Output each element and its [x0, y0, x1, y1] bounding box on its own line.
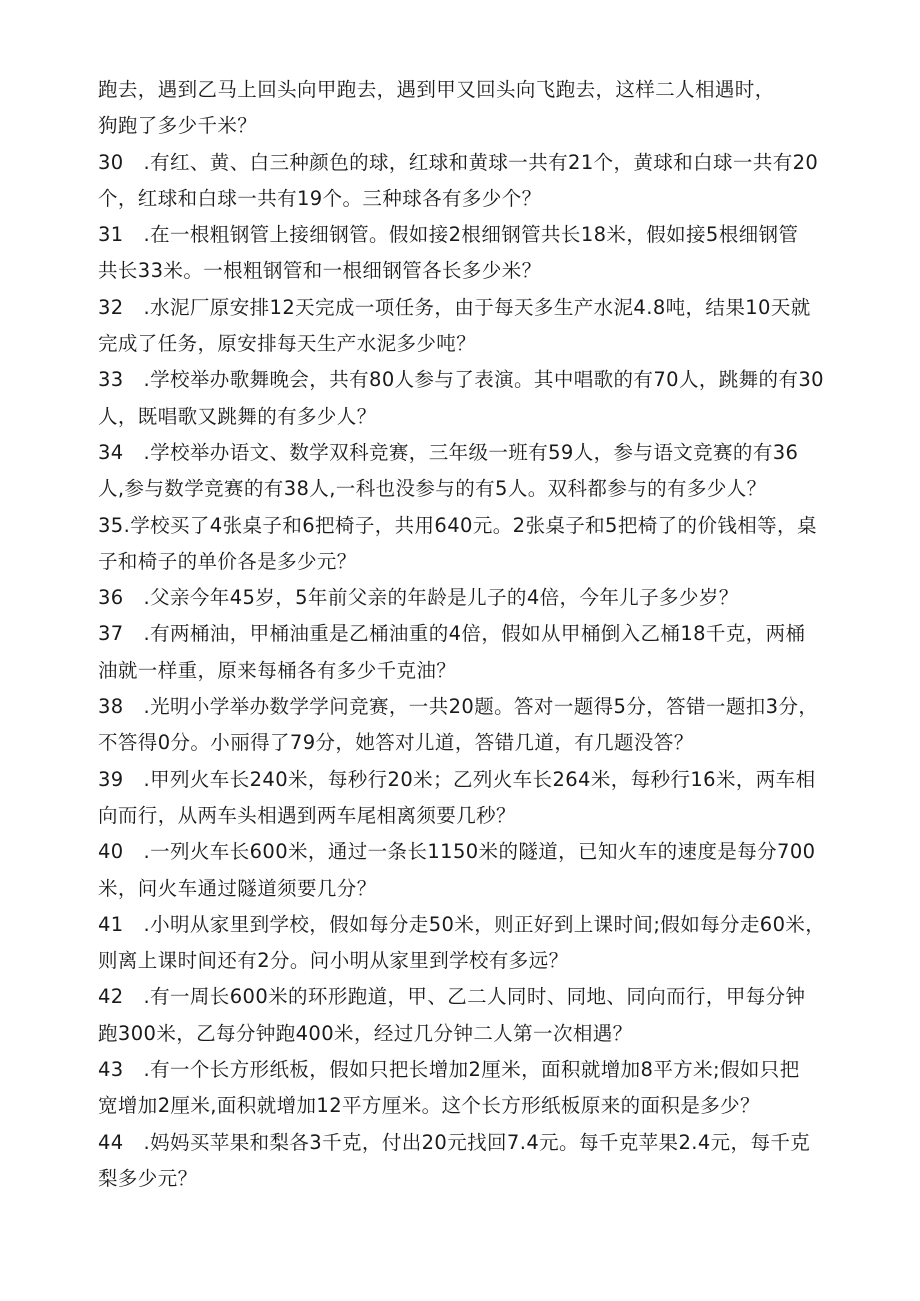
problem-36-line-1: 36 .父亲今年45岁，5年前父亲的年龄是儿子的4倍，今年儿子多少岁？: [98, 586, 739, 610]
problem-41-line-1: 41 .小明从家里到学校，假如每分走50米，则正好到上课时间;假如每分走60米，: [98, 912, 826, 936]
problem-42-line-2: 跑300米，乙每分钟跑400米，经过几分钟二人第一次相遇？: [98, 1021, 633, 1045]
problem-31-line-1: 31 .在一根粗钢管上接细钢管。假如接2根细钢管共长18米，假如接5根细钢管: [98, 223, 799, 247]
problem-30-line-1: 30 .有红、黄、白三种颜色的球，红球和黄球一共有21个，黄球和白球一共有20: [98, 150, 819, 174]
problem-35-line-2: 子和椅子的单价各是多少元？: [98, 549, 357, 573]
problem-39-line-2: 向而行，从两车头相遇到两车尾相离须要几秒？: [98, 803, 516, 827]
problem-35-line-1: 35.学校买了4张桌子和6把椅子，共用640元。2张桌子和5把椅了的价钱相等，桌: [98, 513, 817, 537]
problem-38-line-1: 38 .光明小学举办数学学问竞赛，一共20题。答对一题得5分，答错一题扣3分，: [98, 695, 819, 719]
problem-32-line-1: 32 .水泥厂原安排12天完成一项任务，由于每天多生产水泥4.8吨，结果10天就: [98, 295, 811, 319]
problem-32-line-2: 完成了任务，原安排每天生产水泥多少吨？: [98, 332, 477, 356]
problem-37-line-1: 37 .有两桶油，甲桶油重是乙桶油重的4倍，假如从甲桶倒入乙桶18千克，两桶: [98, 622, 806, 646]
problem-37-line-2: 油就一样重，原来每桶各有多少千克油？: [98, 658, 457, 682]
problem-38-line-2: 不答得0分。小丽得了79分，她答对儿道，答错几道，有几题没答？: [98, 731, 694, 755]
problem-39-line-1: 39 .甲列火车长240米，每秒行20米；乙列火车长264米，每秒行16米，两车相: [98, 767, 816, 791]
problem-40-line-1: 40 .一列火车长600米，通过一条长1150米的隧道，已知火车的速度是每分700: [98, 840, 816, 864]
problem-30-line-2: 个，红球和白球一共有19个。三种球各有多少个？: [98, 186, 542, 210]
problem-34-line-2: 人,参与数学竞赛的有38人,一科也没参与的有5人。双科都参与的有多少人？: [98, 477, 767, 501]
problem-33-line-1: 33 .学校举办歌舞晚会，共有80人参与了表演。其中唱歌的有70人，跳舞的有30: [98, 368, 824, 392]
text-line: 狗跑了多少千米？: [98, 114, 258, 138]
problem-44-line-1: 44 .妈妈买苹果和梨各3千克，付出20元找回7.4元。每千克苹果2.4元，每千克: [98, 1130, 811, 1154]
problem-list: [98, 72, 843, 1197]
problem-33-line-2: 人，既唱歌又跳舞的有多少人？: [98, 404, 377, 428]
problem-43-line-1: 43 .有一个长方形纸板，假如只把长增加2厘米，面积就增加8平方米;假如只把: [98, 1058, 800, 1082]
text-line: 跑去，遇到乙马上回头向甲跑去，遇到甲又回头向飞跑去，这样二人相遇时，: [98, 78, 775, 101]
problem-34-line-1: 34 .学校举办语文、数学双科竞赛，三年级一班有59人，参与语文竞赛的有36: [98, 440, 799, 464]
problem-42-line-1: 42 .有一周长600米的环形跑道，甲、乙二人同时、同地、同向而行，甲每分钟: [98, 985, 806, 1009]
problem-43-line-2: 宽增加2厘米,面积就增加12平方厘米。这个长方形纸板原来的面积是多少？: [98, 1094, 760, 1118]
problem-41-line-2: 则离上课时间还有2分。问小明从家里到学校有多远？: [98, 949, 569, 973]
problem-31-line-2: 共长33米。一根粗钢管和一根细钢管各长多少米？: [98, 259, 542, 283]
problem-40-line-2: 米，问火车通过隧道须要几分？: [98, 876, 377, 900]
problem-44-line-2: 梨多少元？: [98, 1166, 198, 1190]
